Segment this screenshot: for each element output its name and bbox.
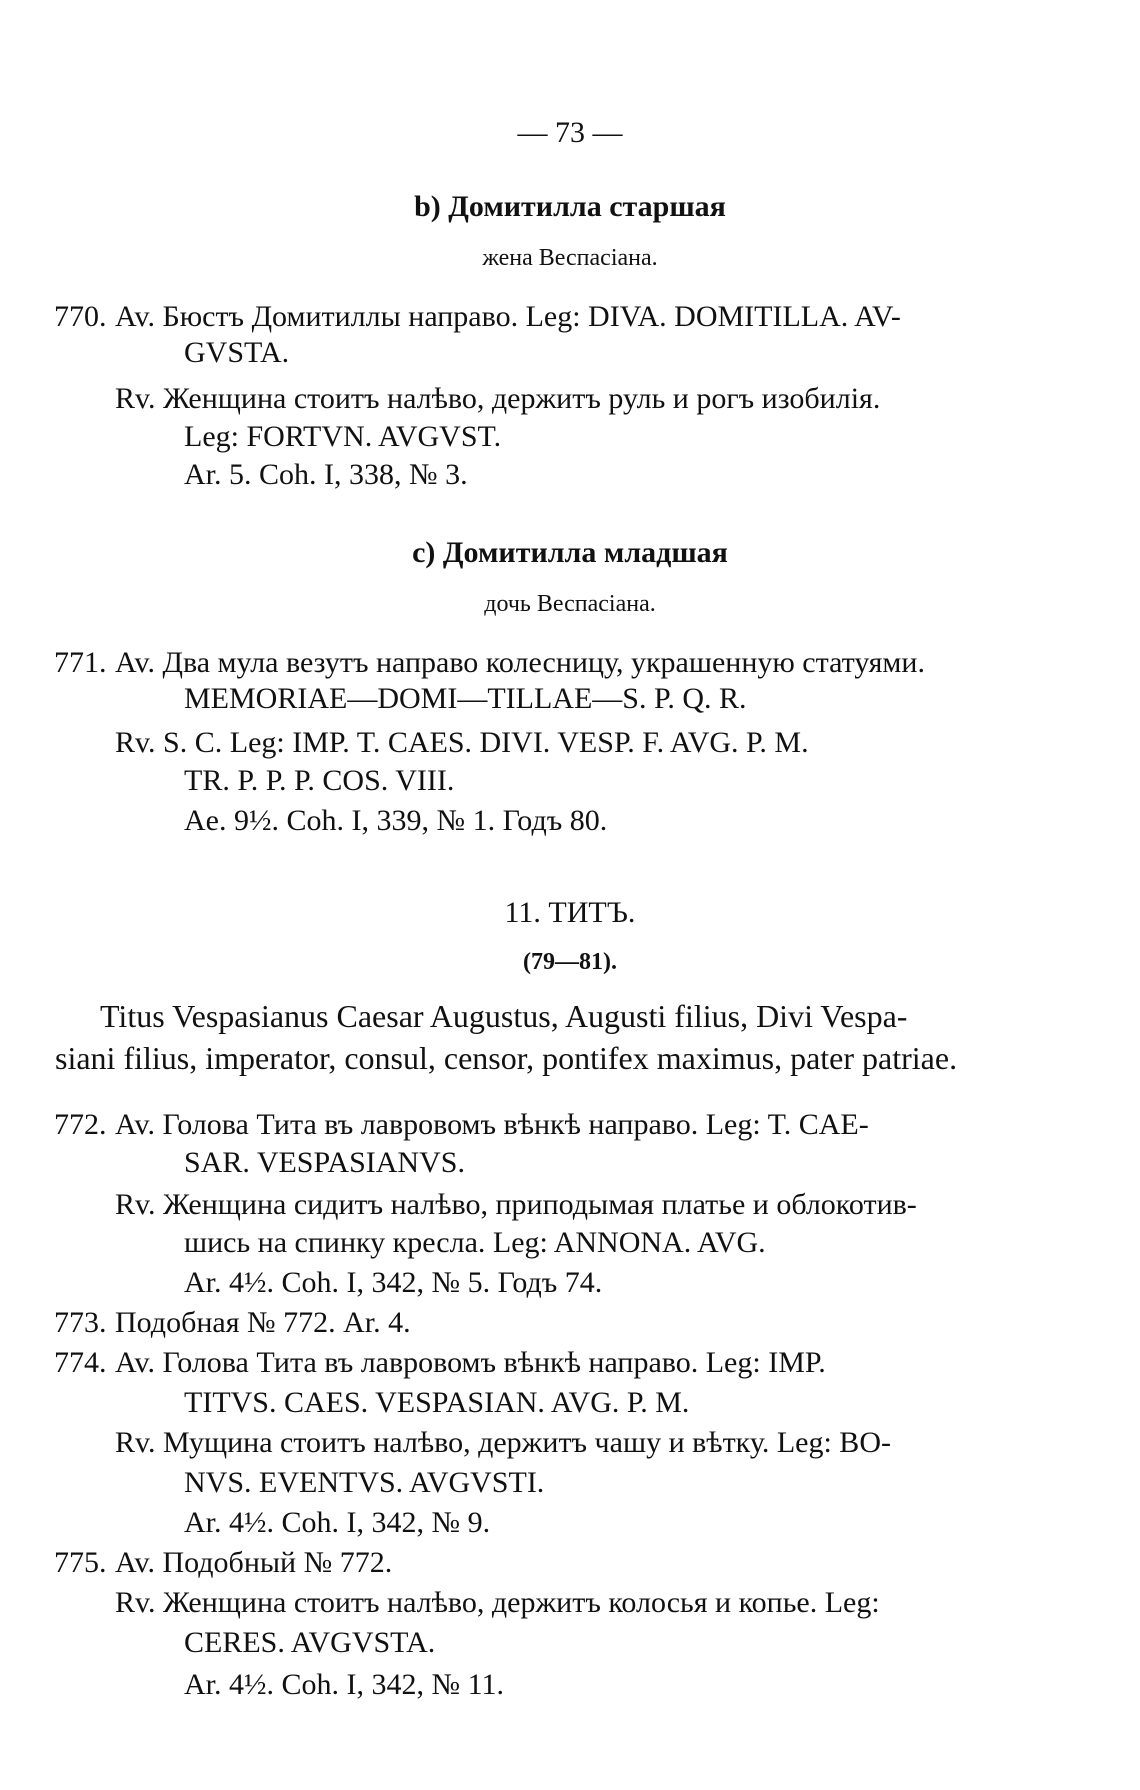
section-11-title: 11. ТИТЪ. (504, 896, 636, 929)
page-number: — 73 — (517, 116, 623, 149)
entry-772-av: Av. Голова Тита въ лавровомъ вѣнкѣ направо. Leg: T. CAE- (115, 1108, 869, 1141)
entry-770-av-cont: GVSTA. (184, 336, 290, 369)
titus-paragraph-line2: siani filius, imperator, consul, censor, pontifex maximus, pater patriae. (55, 1040, 958, 1076)
section-11-years: (79—81). (523, 949, 617, 975)
section-c-title: с) Домитилла младшая (412, 536, 728, 569)
entry-770-ref: Ar. 5. Coh. I, 338, № 3. (184, 458, 468, 491)
entry-772-rv-cont: шись на спинку кресла. Leg: ANNONA. AVG. (184, 1226, 766, 1259)
entry-775-rv: Rv. Женщина стоитъ налѣво, держитъ колосья и копье. Leg: (115, 1586, 880, 1619)
entry-771-rv: Rv. S. C. Leg: IMP. T. CAES. DIVI. VESP. F. AVG. P. M. (115, 726, 809, 759)
entry-770-rv: Rv. Женщина стоитъ налѣво, держитъ руль и рогъ изобилія. (115, 382, 881, 415)
entry-771-rv-cont: TR. P. P. P. COS. VIII. (184, 764, 455, 797)
entry-774-rv-cont: NVS. EVENTVS. AVGVSTI. (184, 1466, 545, 1499)
entry-770-rv-cont: Leg: FORTVN. AVGVST. (184, 420, 502, 453)
entry-775-rv-cont: CERES. AVGVSTA. (184, 1626, 436, 1659)
entry-770-number: 770. (54, 300, 107, 333)
entry-774-ref: Ar. 4½. Coh. I, 342, № 9. (184, 1506, 491, 1539)
entry-775-number: 775. (54, 1546, 107, 1579)
entry-774-rv: Rv. Мущина стоитъ налѣво, держитъ чашу и вѣтку. Leg: BO- (115, 1426, 891, 1459)
entry-774-number: 774. (54, 1346, 107, 1379)
entry-771-number: 771. (54, 646, 107, 679)
entry-775-av: Av. Подобный № 772. (115, 1546, 393, 1579)
entry-773-number: 773. (54, 1306, 107, 1339)
entry-771-av: Av. Два мула везутъ направо колесницу, украшенную статуями. (115, 646, 925, 679)
section-b-subtitle: жена Веспасіана. (482, 245, 658, 271)
section-c-subtitle: дочь Веспасіана. (484, 591, 656, 617)
entry-771-av-cont: MEMORIAE—DOMI—TILLAE—S. P. Q. R. (184, 682, 747, 715)
entry-774-av: Av. Голова Тита въ лавровомъ вѣнкѣ направо. Leg: IMP. (115, 1346, 826, 1379)
entry-772-number: 772. (54, 1108, 107, 1141)
entry-773-text: Подобная № 772. Ar. 4. (115, 1306, 411, 1339)
entry-770-av: Av. Бюстъ Домитиллы направо. Leg: DIVA. DOMITILLA. AV- (115, 300, 901, 333)
entry-774-av-cont: TITVS. CAES. VESPASIAN. AVG. P. M. (184, 1386, 690, 1419)
entry-772-av-cont: SAR. VESPASIANVS. (184, 1146, 465, 1179)
titus-paragraph-line1: Titus Vespasianus Caesar Augustus, Augusti filius, Divi Vespa- (100, 998, 908, 1034)
entry-772-rv: Rv. Женщина сидитъ налѣво, приподымая платье и облокотив- (115, 1188, 917, 1221)
entry-775-ref: Ar. 4½. Coh. I, 342, № 11. (184, 1668, 505, 1701)
entry-771-ref: Ae. 9½. Coh. I, 339, № 1. Годъ 80. (184, 804, 608, 837)
section-b-title: b) Домитилла старшая (414, 190, 726, 223)
entry-772-ref: Ar. 4½. Coh. I, 342, № 5. Годъ 74. (184, 1266, 603, 1299)
